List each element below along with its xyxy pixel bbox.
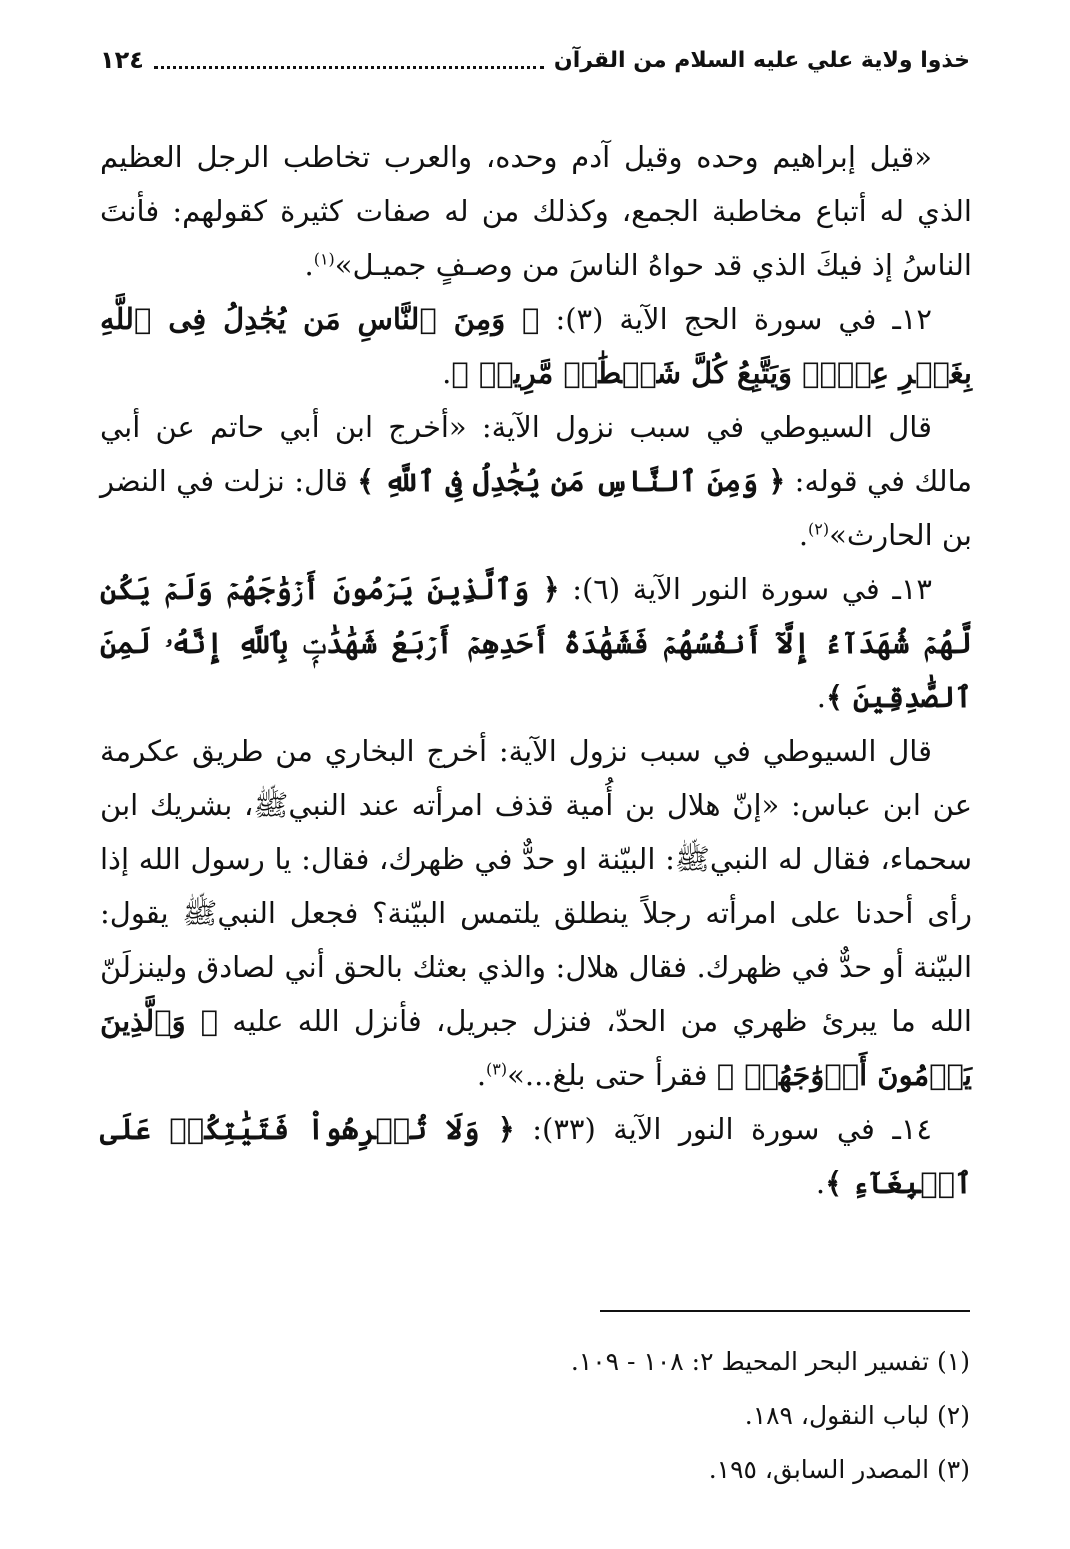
footnote-ref-1: (١): [313, 249, 335, 269]
footnote-3: (٣) المصدر السابق، ١٩٥.: [708, 1455, 970, 1484]
page-number: ١٢٤: [100, 46, 144, 74]
suyuti-1-text-a: قال السيوطي في سبب نزول الآية: «أخرج ابن أبي حاتم عن أبي مالك في قوله:: [100, 410, 973, 498]
paragraph-item-13: [100, 562, 972, 724]
suyuti-2-text-a: قال السيوطي في سبب نزول الآية: أخرج البخاري من طريق عكرمة عن ابن عباس: «إنّ هلال بن أُمية قذف امرأته عند النبيﷺ، بشريك ابن سحماء، فقال له النبيﷺ: البيّنة او حدٌّ في ظهرك، فقال: يا رسول الله إذا رأى أحدنا على امرأته رجلاً ينطلق يلتمس البيّنة؟ فجعل النبيﷺ يقول: البيّنة أو حدٌّ في ظهرك. فقال هلال: والذي بعثك بالحق أني لصادق ولينزلَنّ الله ما يبرئ ظهري من الحدّ، فنزل جبريل، فأنزل الله عليه: [100, 734, 972, 1038]
paragraph-item-12: [100, 292, 972, 400]
footnote-divider: [600, 1310, 970, 1312]
paragraph-suyuti-1: [100, 400, 972, 562]
footnote-ref-2: (٢): [808, 519, 830, 539]
quote-text: «قيل إبراهيم وحده وقيل آدم وحده، والعرب تخاطب الرجل العظيم الذي له أتباع مخاطبة الجمع، وكذلك من له صفات كثيرة كقولهم: فأنتَ الناسُ إذ فيكَ الذي قد حواهُ الناسَ من وصـفٍ جميـل»: [100, 140, 972, 282]
item-14-intro: ١٤ـ في سورة النور الآية (٣٣):: [532, 1112, 933, 1146]
footnotes: [100, 1335, 970, 1497]
footnote-2: (٢) لباب النقول، ١٨٩.: [744, 1401, 970, 1430]
paragraph-suyuti-2: [100, 724, 972, 1102]
footnote-1: (١) تفسير البحر المحيط ٢: ١٠٨ - ١٠٩.: [570, 1347, 970, 1376]
item-13-end: .: [816, 680, 826, 714]
suyuti-2-end: .: [476, 1058, 487, 1092]
running-header: [100, 40, 970, 80]
suyuti-2-ayah: ﴿ وَٱلَّذِينَ يَرۡمُونَ أَزۡوَٰجَهُمۡ ﴾: [100, 1004, 972, 1092]
item-14-end: .: [815, 1166, 826, 1200]
page-body: [100, 130, 972, 1210]
item-12-end: .: [442, 356, 452, 390]
paragraph-quote: «قيل إبراهيم وحده وقيل آدم وحده، والعرب تخاطب الرجل العظيم الذي له أتباع مخاطبة الجمع، وكذلك من له صفات كثيرة كقولهم: فأنتَ الناسُ إذ فيكَ الذي قد حواهُ الناسَ من وصـفٍ جميـل»$^{(١)}$.: [100, 140, 972, 282]
item-13-intro: ١٣ـ في سورة النور الآية (٦):: [572, 572, 932, 606]
item-14-ayah: ﴿ وَلَا تُكۡرِهُواْ فَتَيَٰتِكُمۡ عَلَى ٱلۡبِغَآءِ ﴾: [100, 1112, 972, 1200]
item-13-ayah: ﴿ وَٱلَّذِينَ يَرۡمُونَ أَزۡوَٰجَهُمۡ وَلَمۡ يَكُن لَّهُمۡ شُهَدَآءُ إِلَّآ أَنفُسُهُمۡ فَشَهَٰدَةُ أَحَدِهِمۡ أَرۡبَعُ شَهَٰدَٰتِۭ بِٱللَّهِ إِنَّهُۥ لَمِنَ ٱلصَّٰدِقِينَ ﴾: [100, 572, 972, 714]
item-12-intro: ١٢ـ في سورة الحج الآية (٣):: [555, 302, 933, 336]
header-title: خذوا ولاية علي عليه السلام من القرآن: [553, 47, 970, 73]
suyuti-1-text-b: قال: نزلت في النضر بن الحارث»: [100, 464, 972, 552]
suyuti-1-end: .: [798, 518, 809, 552]
footnote-ref-3: (٣): [486, 1059, 508, 1079]
suyuti-2-text-b: فقرأ حتى بلغ...»: [507, 1058, 708, 1092]
suyuti-1-ayah: ﴿ وَمِنَ ٱلنَّاسِ مَن يُجَٰدِلُ فِى ٱللَّهِ ﴾: [357, 464, 786, 498]
header-dot-leader: [154, 52, 544, 69]
paragraph-item-14: [100, 1102, 972, 1210]
item-12-ayah: ﴿ وَمِنَ ٱلنَّاسِ مَن يُجَٰدِلُ فِى ٱللَّهِ بِغَيۡرِ عِلۡمٖ وَيَتَّبِعُ كُلَّ شَيۡطَٰنٖ مَّرِيدٖ ﴾: [100, 302, 972, 390]
